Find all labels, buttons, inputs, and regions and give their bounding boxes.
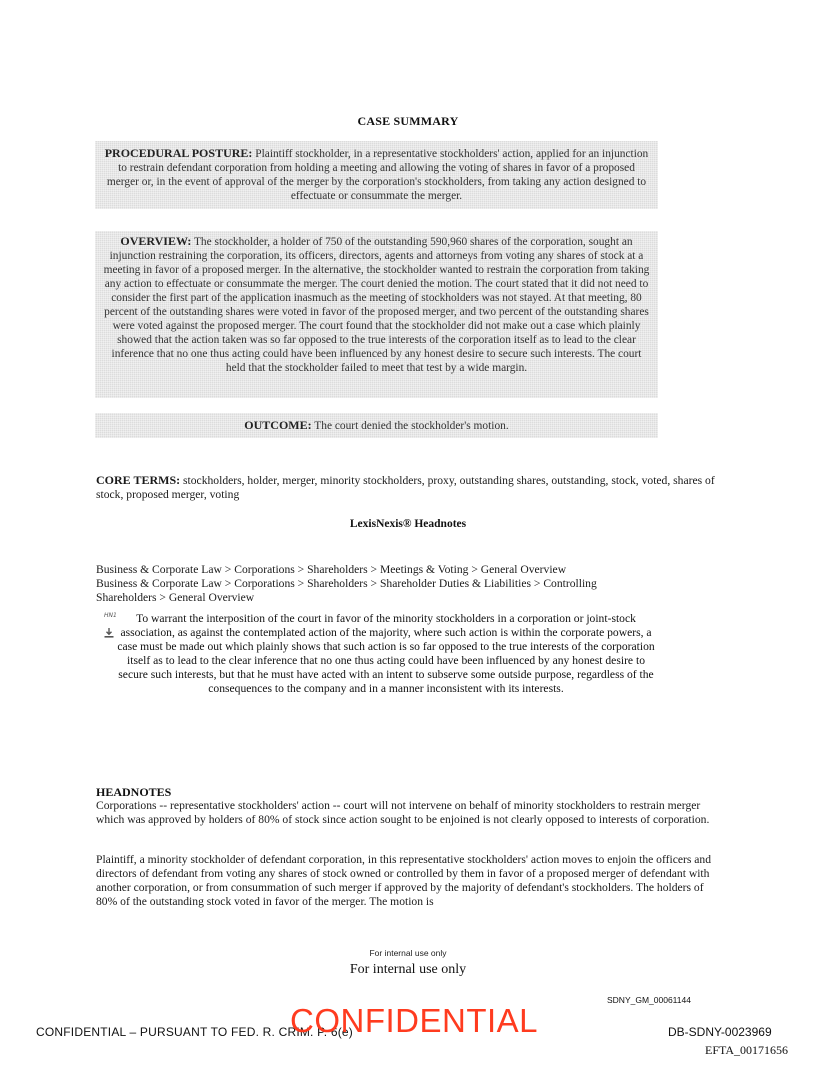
core-terms-text: stockholders, holder, merger, minority stockholders, proxy, outstanding shares, outstanding, stock, voted, shares of stock, proposed merger, voting — [96, 474, 715, 501]
confidential-legend: CONFIDENTIAL – PURSUANT TO FED. R. CRIM. P. 6(e) — [36, 1025, 353, 1039]
outcome-box — [95, 413, 658, 438]
bates-number-db: DB-SDNY-0023969 — [668, 1025, 772, 1039]
procedural-posture-label: PROCEDURAL POSTURE: — [104, 146, 253, 160]
overview-box — [95, 231, 658, 398]
overview-label: OVERVIEW: — [120, 234, 192, 248]
internal-use-notice-small: For internal use only — [369, 948, 447, 958]
core-terms — [96, 473, 716, 502]
internal-use-notice: For internal use only — [349, 962, 467, 977]
core-terms-label: CORE TERMS: — [96, 473, 181, 487]
headnotes-heading: HEADNOTES — [96, 785, 172, 799]
hn1-text: To warrant the interposition of the court in favor of the minority stockholders in a corporation or joint-stock association, as against the contemplated action of the majority, where such action is within the corporate powers, a case must be made out which plainly shows that such action is so far opposed to the true interests of the corporation itself as to lead to the clear inference that no one thus acting could have been influenced by any honest desire to secure such interests, but that he must have acted with an intent to subserve some outside purpose, regardless of the consequences to the company and in a manner inconsistent with its interests. — [117, 612, 655, 695]
case-summary-title: CASE SUMMARY — [357, 114, 459, 128]
hn1-tag[interactable]: HN1 — [104, 612, 117, 619]
headnote-topic-path-2[interactable]: Business & Corporate Law > Corporations > Shareholders > Shareholder Duties & Liabilities > Controlling Shareholders > General Overview — [96, 577, 597, 604]
headnotes-summary: Corporations -- representative stockholders' action -- court will not intervene on behalf of minority stockholders to restrain merger which was approved by holders of 80% of stock since action sought to be enjoined is not clearly opposed to interests of corporation. — [96, 799, 710, 826]
efta-number: EFTA_00171656 — [705, 1043, 789, 1057]
headnote-topic-path-1[interactable]: Business & Corporate Law > Corporations > Shareholders > Meetings & Voting > General Overview — [96, 563, 567, 576]
bates-number-gm: SDNY_GM_00061144 — [607, 995, 691, 1005]
lexisnexis-headnotes-title: LexisNexis® Headnotes — [349, 518, 467, 530]
headnotes-paragraph: Plaintiff, a minority stockholder of defendant corporation, in this representative stockholders' action moves to enjoin the officers and directors of defendant from voting any shares of stock owned or controlled by them in favor of a proposed merger of defendant with another corporation, or from consummation of such merger if approved by the majority of defendant's stockholders. The holders of 80% of the outstanding stock voted in favor of the merger. The motion is — [96, 853, 712, 908]
procedural-posture-text: Plaintiff stockholder, in a representative stockholders' action, applied for an injunction to restrain defendant corporation from holding a meeting and allowing the voting of shares in favor of a proposed merger or, in the event of approval of the merger by the corporation's stockholders, from taking any action designed to effectuate or consummate the merger. — [106, 148, 649, 202]
outcome-label: OUTCOME: — [244, 418, 312, 432]
procedural-posture-box — [95, 141, 658, 209]
outcome-text: The court denied the stockholder's motion. — [314, 420, 509, 432]
confidential-stamp: CONFIDENTIAL — [290, 1002, 539, 1039]
overview-text: The stockholder, a holder of 750 of the outstanding 590,960 shares of the corporation, sought an injunction restraining the corporation, its officers, directors, agents and attorneys from voting any shares of stock at a meeting in favor of a proposed merger. In the alternative, the stockholder wanted to restrain the corporation from taking any action to effectuate or consummate the merger. The court denied the motion. The court stated that it did not need to consider the first part of the application inasmuch as the meeting of stockholders was not stayed. At that meeting, 80 percent of the outstanding shares were voted in favor of the proposed merger, and two percent of the outstanding shares were voted against the proposed merger. The court found that the stockholder did not make out a case which plainly showed that the action taken was so far opposed to the true interests of the corporation itself as to lead to the clear inference that no one thus acting could have been influenced by any honest desire to secure such interests. The court held that the stockholder failed to meet that test by a wide margin. — [103, 236, 650, 374]
